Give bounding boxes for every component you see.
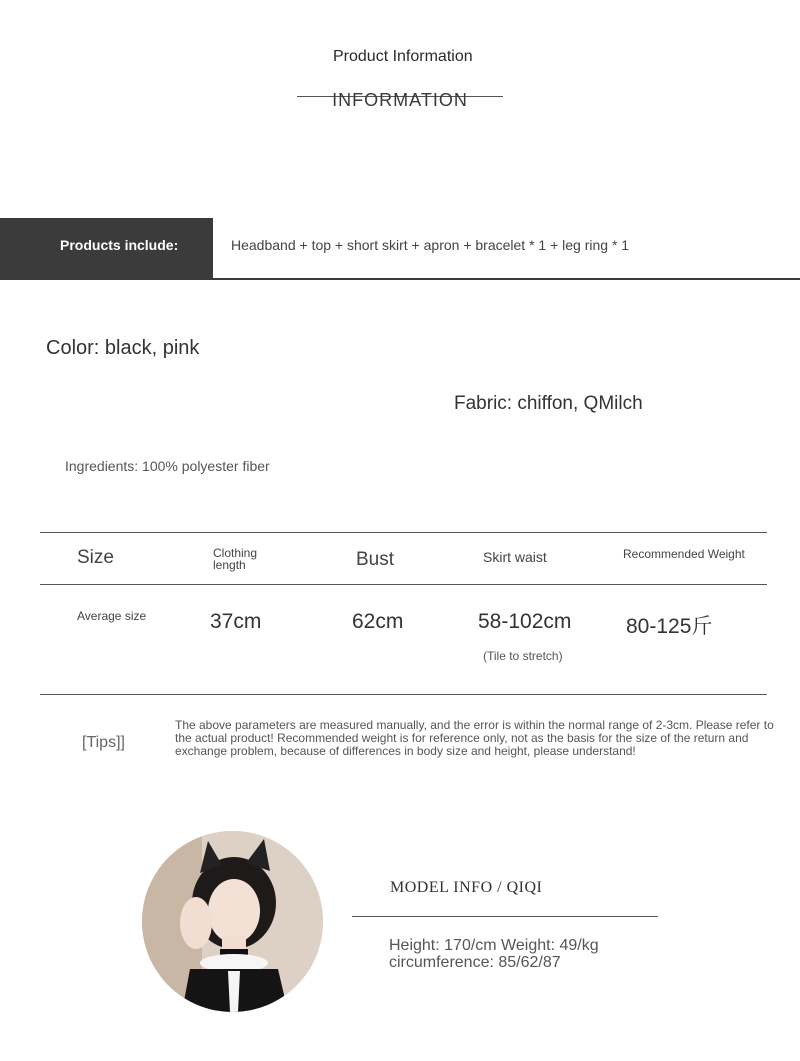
products-text: Headband + top + short skirt + apron + bracelet * 1 + leg ring * 1: [231, 237, 630, 253]
model-photo-illustration: [142, 831, 323, 1012]
header-skirt-waist: Skirt waist: [483, 549, 547, 565]
header-bust: Bust: [356, 549, 395, 570]
color-info: Color: black, pink: [46, 337, 200, 359]
page-title: Product Information: [333, 48, 473, 65]
header-recommended-weight: Recommended Weight: [623, 547, 745, 561]
cell-bust: 62cm: [352, 610, 404, 633]
tips-label: [Tips]]: [82, 734, 125, 751]
model-info-title: MODEL INFO / QIQI: [390, 879, 543, 896]
table-top-border: [40, 532, 767, 533]
cell-clothing-length: 37cm: [210, 610, 262, 633]
cell-recommended-weight: 80-125斤: [626, 615, 713, 638]
page-subtitle: INFORMATION: [332, 90, 468, 110]
ingredients-info: Ingredients: 100% polyester fiber: [65, 458, 270, 474]
tips-text: The above parameters are measured manually, and the error is within the normal range of 2-3cm. Please refer to the actual product! Recommended weight is for reference only, not as the basis for the size of the return and exchange problem, because of differences in body size and height, please understand!: [175, 718, 774, 758]
header-clothing-length: Clothing length: [213, 546, 258, 572]
cell-size: Average size: [77, 609, 147, 623]
model-photo: [142, 831, 323, 1012]
table-header-border: [40, 584, 767, 585]
model-info-divider: [352, 916, 658, 917]
fabric-info: Fabric: chiffon, QMilch: [454, 393, 643, 414]
header-size: Size: [77, 547, 114, 568]
model-stats: Height: 170/cm Weight: 49/kg circumference: 85/62/87: [389, 937, 599, 971]
table-bottom-border: [40, 694, 767, 695]
waist-note: (Tile to stretch): [483, 649, 563, 663]
products-underline: [0, 278, 800, 280]
cell-skirt-waist: 58-102cm: [478, 610, 572, 633]
products-label: Products include:: [60, 237, 179, 253]
